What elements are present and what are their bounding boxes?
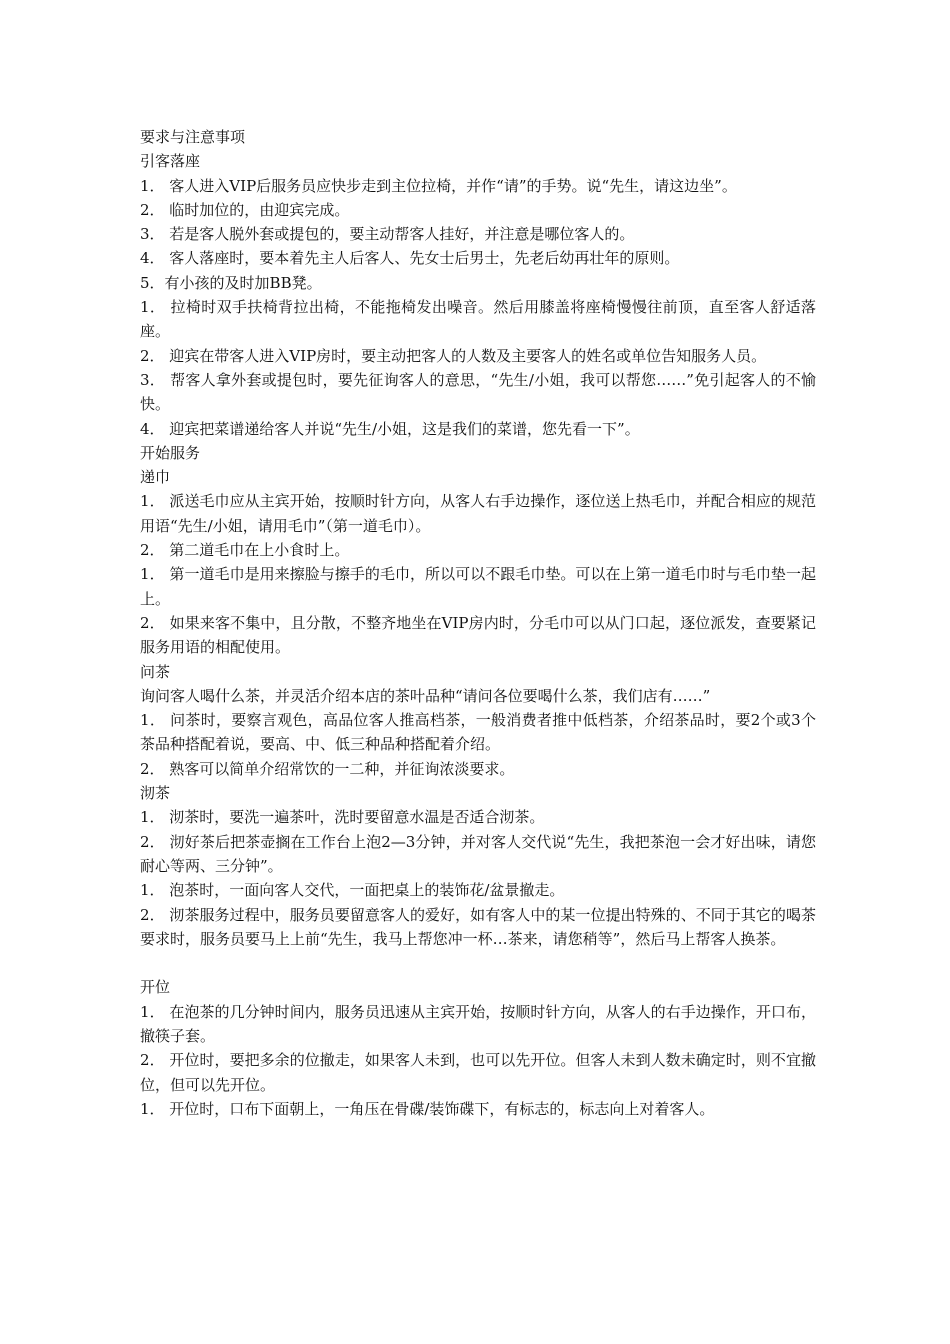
paragraph: 2． 第二道毛巾在上小食时上。: [140, 541, 350, 560]
paragraph: 1． 第一道毛巾是用来擦脸与擦手的毛巾，所以可以不跟毛巾垫。可以在上第一道毛巾时与毛巾垫一起上。: [140, 565, 816, 608]
subsection-heading: 问茶: [140, 662, 171, 681]
paragraph: 1． 泡茶时，一面向客人交代，一面把桌上的装饰花/盆景撤走。: [140, 881, 565, 900]
subsection-heading: 递巾: [140, 468, 171, 487]
paragraph: 2． 临时加位的，由迎宾完成。: [140, 200, 350, 219]
paragraph: 2． 沏茶服务过程中，服务员要留意客人的爱好，如有客人中的某一位提出特殊的、不同于其它的喝茶要求时，服务员要马上上前“先生，我马上帮您冲一杯…茶来，请您稍等”，然后马上帮客人换茶。: [140, 905, 816, 948]
paragraph: 1． 拉椅时双手扶椅背拉出椅，不能拖椅发出噪音。然后用膝盖将座椅慢慢往前顶，直至客人舒适落座。: [140, 298, 816, 341]
paragraph: 询问客人喝什么茶，并灵活介绍本店的茶叶品种“请问各位要喝什么茶，我们店有……”: [140, 686, 711, 705]
paragraph: 4． 客人落座时，要本着先主人后客人、先女士后男士，先老后幼再壮年的原则。: [140, 249, 680, 268]
paragraph: 2． 开位时，要把多余的位撤走，如果客人未到，也可以先开位。但客人未到人数未确定时，则不宜撤位，但可以先开位。: [140, 1051, 816, 1094]
paragraph: 1． 开位时，口布下面朝上，一角压在骨碟/装饰碟下，有标志的，标志向上对着客人。: [140, 1099, 715, 1118]
section-heading: 开始服务: [140, 443, 201, 462]
section-heading: 引客落座: [140, 152, 201, 171]
document-body: [140, 125, 816, 1121]
paragraph: 5．有小孩的及时加BB凳。: [140, 273, 322, 292]
blank-line: [140, 951, 816, 975]
paragraph: 1． 在泡茶的几分钟时间内，服务员迅速从主宾开始，按顺时针方向，从客人的右手边操作，开口布，撤筷子套。: [140, 1002, 816, 1045]
paragraph: 2． 迎宾在带客人进入VIP房时，要主动把客人的人数及主要客人的姓名或单位告知服务人员。: [140, 346, 767, 365]
paragraph: 2． 熟客可以简单介绍常饮的一二种，并征询浓淡要求。: [140, 759, 515, 778]
paragraph: 2． 如果来客不集中，且分散，不整齐地坐在VIP房内时，分毛巾可以从门口起，逐位派发，查要紧记服务用语的相配使用。: [140, 613, 816, 657]
paragraph: 1． 派送毛巾应从主宾开始，按顺时针方向，从客人右手边操作，逐位送上热毛巾，并配合相应的规范用语“先生/小姐，请用毛巾”（第一道毛巾）。: [140, 492, 816, 535]
page-title: 要求与注意事项: [140, 128, 246, 146]
paragraph: 1． 问茶时，要察言观色，高品位客人推高档茶，一般消费者推中低档茶，介绍茶品时，要2个或3个茶品种搭配着说，要高、中、低三种品种搭配着介绍。: [140, 711, 816, 754]
paragraph: 1． 沏茶时，要洗一遍茶叶，洗时要留意水温是否适合沏茶。: [140, 808, 545, 827]
paragraph: 1． 客人进入VIP后服务员应快步走到主位拉椅，并作“请”的手势。说“先生，请这边坐”。: [140, 176, 737, 195]
paragraph: 3． 帮客人拿外套或提包时，要先征询客人的意思，“先生/小姐，我可以帮您……”免引起客人的不愉快。: [140, 370, 816, 414]
paragraph: 2． 沏好茶后把茶壶搁在工作台上泡2—3分钟，并对客人交代说“先生，我把茶泡一会才好出味，请您耐心等两、三分钟”。: [140, 832, 816, 875]
paragraph: 3． 若是客人脱外套或提包的，要主动帮客人挂好，并注意是哪位客人的。: [140, 225, 635, 244]
paragraph: 4． 迎宾把菜谱递给客人并说“先生/小姐，这是我们的菜谱，您先看一下”。: [140, 419, 640, 438]
subsection-heading: 沏茶: [140, 784, 171, 803]
subsection-heading: 开位: [140, 978, 171, 997]
